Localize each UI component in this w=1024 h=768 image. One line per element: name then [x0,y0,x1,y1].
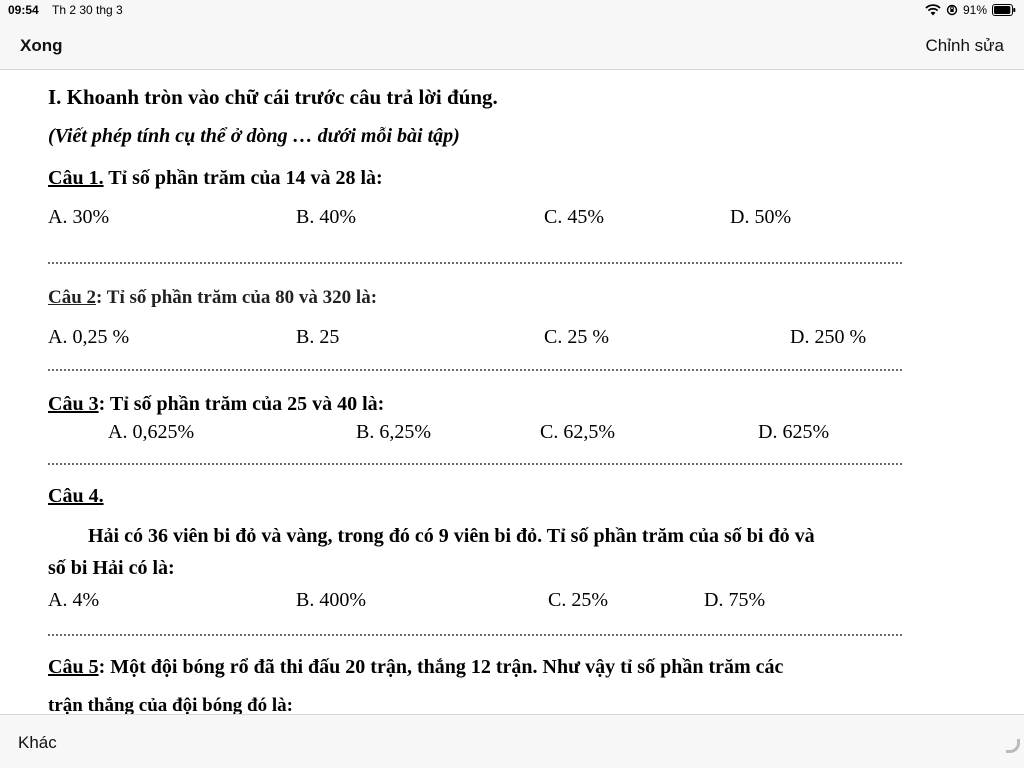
question-5 [48,656,783,679]
answer-line-4 [48,634,902,636]
q1-option-c: C. 45% [544,206,604,228]
q2-option-c: C. 25 % [544,326,609,348]
nav-bar [0,20,1024,70]
question-1 [48,167,383,190]
battery-icon [992,4,1016,16]
more-button[interactable]: Khác [18,733,57,752]
question-3-label: Câu 3 [48,393,99,415]
question-2-text: : Tỉ số phần trăm của 80 và 320 là: [96,287,378,308]
question-2 [48,287,377,309]
q4-option-d: D. 75% [704,589,766,611]
bottom-toolbar [0,714,1024,768]
question-4-text-line2: số bi Hải có là: [48,557,175,579]
edit-button[interactable]: Chỉnh sửa [925,36,1004,55]
q3-option-b: B. 6,25% [356,421,431,443]
question-3 [48,393,384,416]
answer-line-2 [48,369,902,371]
q3-option-d: D. 625% [758,421,830,443]
answer-line-1 [48,262,902,264]
question-1-text: Tỉ số phần trăm của 14 và 28 là: [103,167,383,189]
question-4-text-line1: Hải có 36 viên bi đỏ và vàng, trong đó có 9 viên bi đỏ. Tỉ số phần trăm của số bi đỏ và [88,525,815,547]
q1-option-a: A. 30% [48,206,110,228]
q1-option-d: D. 50% [730,206,792,228]
status-date: Th 2 30 thg 3 [52,3,123,17]
q2-option-d: D. 250 % [790,326,867,348]
q4-option-b: B. 400% [296,589,366,611]
section-heading: I. Khoanh tròn vào chữ cái trước câu trả lời đúng. [48,85,498,109]
status-time: 09:54 [8,3,39,17]
question-1-label: Câu 1. [48,167,104,189]
question-3-text: : Tỉ số phần trăm của 25 và 40 là: [98,393,385,415]
battery-percent: 91% [962,3,987,17]
section-instruction: (Viết phép tính cụ thể ở dòng … dưới mỗi bài tập) [48,125,460,147]
done-button[interactable]: Xong [20,36,63,55]
answer-line-3 [48,463,902,465]
q2-option-a: A. 0,25 % [48,326,130,348]
status-right [925,2,1016,18]
q3-option-c: C. 62,5% [540,421,615,443]
document-view[interactable] [0,71,1024,714]
q1-option-b: B. 40% [296,206,356,228]
q4-option-a: A. 4% [48,589,100,611]
q4-option-c: C. 25% [548,589,608,611]
question-4-label: Câu 4. [48,485,104,507]
question-5-text: : Một đội bóng rổ đã thi đấu 20 trận, thắng 12 trận. Như vậy tỉ số phần trăm các [98,656,784,678]
question-5-text-line2: trận thắng của đội bóng đó là: [48,695,293,714]
question-5-label: Câu 5 [48,656,99,678]
resize-handle-icon [1006,739,1020,753]
orientation-lock-icon [946,4,958,16]
q3-option-a: A. 0,625% [108,421,195,443]
question-2-label: Câu 2 [48,287,97,308]
status-bar [0,0,1024,20]
wifi-icon [925,4,941,16]
q2-option-b: B. 25 [296,326,340,348]
